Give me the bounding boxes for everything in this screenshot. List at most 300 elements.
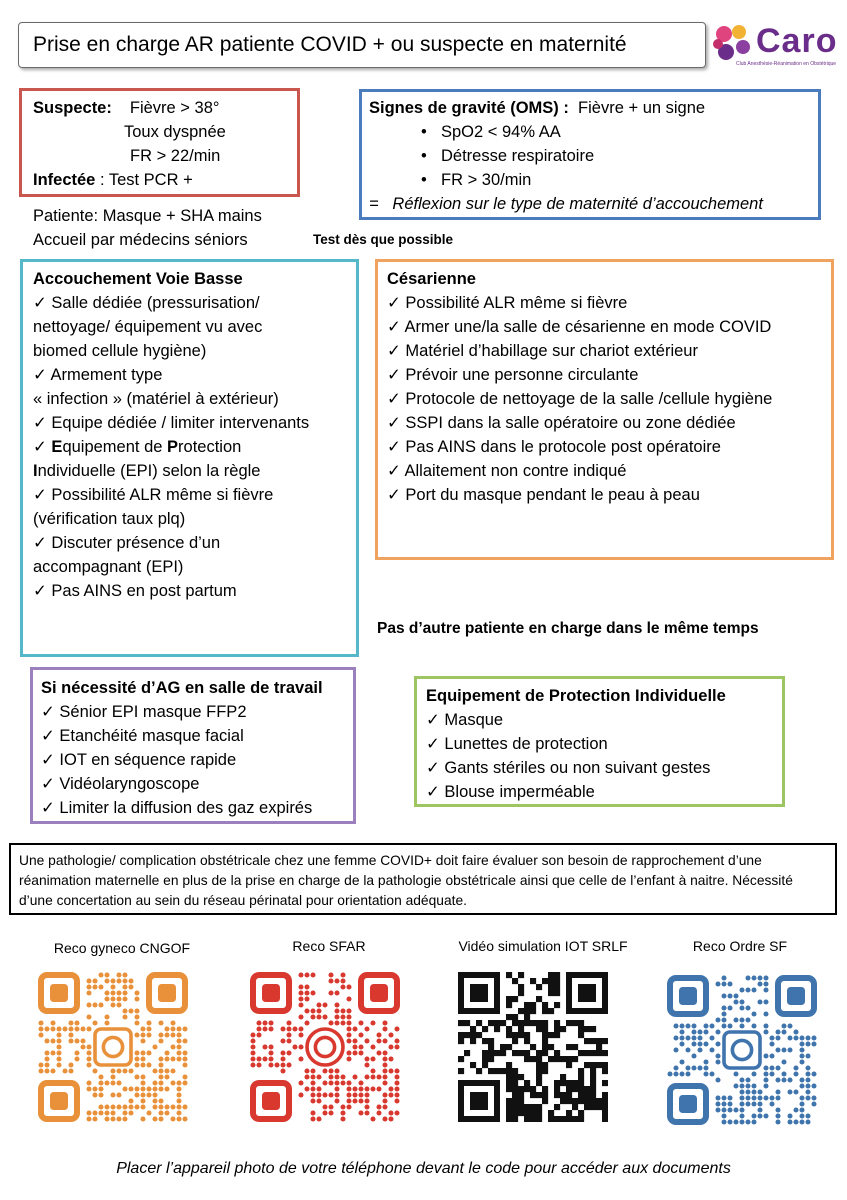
qr-module bbox=[554, 1020, 560, 1026]
qr-module bbox=[328, 1104, 333, 1109]
cesarean-line: ✓ Possibilité ALR même si fièvre bbox=[387, 294, 628, 312]
qr-module bbox=[334, 1074, 339, 1079]
qr-module bbox=[382, 1116, 387, 1121]
qr-module bbox=[370, 1074, 375, 1079]
qr-module bbox=[134, 1008, 139, 1013]
vaginal-delivery bbox=[33, 267, 309, 603]
qr-module bbox=[86, 984, 91, 989]
qr-module bbox=[727, 1107, 732, 1112]
qr-module bbox=[122, 1008, 127, 1013]
qr-module bbox=[268, 1044, 273, 1049]
qr-module bbox=[572, 1020, 578, 1026]
qr-module bbox=[92, 1110, 97, 1115]
qr-module bbox=[524, 1020, 530, 1026]
qr-module bbox=[328, 1080, 333, 1085]
qr-module bbox=[745, 1095, 750, 1100]
qr-module bbox=[370, 1068, 375, 1073]
qr-module bbox=[572, 1116, 578, 1122]
qr-module bbox=[328, 1110, 333, 1115]
qr-module bbox=[763, 999, 768, 1004]
qr-module bbox=[542, 1092, 548, 1098]
qr-module bbox=[506, 1002, 512, 1008]
qr-module bbox=[152, 1116, 157, 1121]
qr-module bbox=[530, 1020, 536, 1026]
qr-module bbox=[751, 1089, 756, 1094]
severity-conclusion: Réflexion sur le type de maternité d’accouchement bbox=[392, 195, 763, 213]
qr-module bbox=[673, 1047, 678, 1052]
qr-module bbox=[799, 1059, 804, 1064]
qr-module bbox=[512, 1068, 518, 1074]
qr-module bbox=[721, 1113, 726, 1118]
qr-module bbox=[530, 1008, 536, 1014]
qr-module bbox=[572, 1098, 578, 1104]
qr-module bbox=[376, 1032, 381, 1037]
qr-module bbox=[536, 1062, 542, 1068]
qr-module bbox=[158, 1116, 163, 1121]
qr-module bbox=[158, 1110, 163, 1115]
qr-module bbox=[685, 1071, 690, 1076]
qr-module bbox=[721, 1017, 726, 1022]
qr-module bbox=[98, 1110, 103, 1115]
qr-module bbox=[697, 1041, 702, 1046]
vaginal-title: Accouchement Voie Basse bbox=[33, 270, 243, 288]
qr-module bbox=[494, 1020, 500, 1026]
qr-module bbox=[458, 1032, 464, 1038]
qr-module bbox=[304, 1086, 309, 1091]
qr-module bbox=[470, 1032, 476, 1038]
qr-module bbox=[715, 1077, 720, 1082]
qr-module bbox=[104, 1110, 109, 1115]
cesarean-line: ✓ Protocole de nettoyage de la salle /cellule hygiène bbox=[387, 390, 773, 408]
qr-module bbox=[364, 1038, 369, 1043]
qr-module bbox=[530, 1116, 536, 1122]
qr-module bbox=[739, 1017, 744, 1022]
qr-module bbox=[518, 1032, 524, 1038]
qr-module bbox=[751, 1095, 756, 1100]
qr-module bbox=[512, 1116, 518, 1122]
qr-module bbox=[38, 1020, 43, 1025]
qr-module bbox=[310, 1116, 315, 1121]
qr-module bbox=[122, 1110, 127, 1115]
qr-module bbox=[584, 1038, 590, 1044]
qr-module bbox=[703, 1029, 708, 1034]
qr-module bbox=[781, 1071, 786, 1076]
qr-module bbox=[506, 1014, 512, 1020]
qr-module bbox=[298, 1002, 303, 1007]
qr-module bbox=[745, 1119, 750, 1124]
ppe-line: ✓ Lunettes de protection bbox=[426, 735, 608, 753]
qr-module bbox=[298, 1056, 303, 1061]
qr-module bbox=[560, 1026, 566, 1032]
qr-module bbox=[763, 1071, 768, 1076]
vaginal-line: ✓ Pas AINS en post partum bbox=[33, 582, 237, 600]
qr-module bbox=[322, 1068, 327, 1073]
qr-module bbox=[176, 1044, 181, 1049]
qr-module bbox=[739, 1083, 744, 1088]
qr-module bbox=[104, 990, 109, 995]
qr-code-sfar[interactable] bbox=[250, 972, 400, 1122]
qr-module bbox=[250, 1044, 255, 1049]
welcome-notes bbox=[33, 204, 262, 252]
qr-module bbox=[763, 1083, 768, 1088]
qr-module bbox=[346, 1026, 351, 1031]
qr-module bbox=[530, 1092, 536, 1098]
qr-module bbox=[763, 1113, 768, 1118]
qr-module bbox=[140, 1092, 145, 1097]
qr-module bbox=[182, 1056, 187, 1061]
qr-module bbox=[346, 1038, 351, 1043]
qr-module bbox=[158, 1032, 163, 1037]
qr-module bbox=[560, 1092, 566, 1098]
qr-module bbox=[310, 1080, 315, 1085]
qr-module bbox=[122, 1104, 127, 1109]
qr-module bbox=[152, 1104, 157, 1109]
qr-module bbox=[506, 1044, 512, 1050]
qr-module bbox=[170, 1116, 175, 1121]
qr-module bbox=[596, 1038, 602, 1044]
qr-module bbox=[340, 1074, 345, 1079]
qr-module bbox=[328, 1092, 333, 1097]
qr-module bbox=[334, 1020, 339, 1025]
qr-module bbox=[104, 1020, 109, 1025]
qr-module bbox=[268, 1020, 273, 1025]
qr-module bbox=[739, 1077, 744, 1082]
qr-module bbox=[715, 1041, 720, 1046]
qr-module bbox=[80, 1026, 85, 1031]
qr-module bbox=[334, 978, 339, 983]
qr-module bbox=[334, 1086, 339, 1091]
qr-module bbox=[250, 1056, 255, 1061]
qr-module bbox=[482, 1062, 488, 1068]
qr-module bbox=[739, 1119, 744, 1124]
qr-module bbox=[370, 1044, 375, 1049]
qr-module bbox=[482, 1038, 488, 1044]
vaginal-line: ✓ Discuter présence d’un bbox=[33, 534, 221, 552]
qr-module bbox=[781, 1029, 786, 1034]
qr-module bbox=[518, 1074, 524, 1080]
qr-module bbox=[310, 972, 315, 977]
qr-module bbox=[554, 1092, 560, 1098]
qr-module bbox=[512, 978, 518, 984]
qr-module bbox=[560, 1116, 566, 1122]
qr-module bbox=[530, 978, 536, 984]
qr-module bbox=[512, 1110, 518, 1116]
qr-label-cngof: Reco gyneco CNGOF bbox=[53, 940, 191, 956]
qr-module bbox=[476, 1068, 482, 1074]
qr-module bbox=[322, 1110, 327, 1115]
qr-module bbox=[346, 1050, 351, 1055]
qr-module bbox=[536, 1026, 542, 1032]
qr-module bbox=[578, 1086, 584, 1092]
qr-module bbox=[536, 984, 542, 990]
qr-module bbox=[364, 1104, 369, 1109]
qr-module bbox=[388, 1068, 393, 1073]
qr-module bbox=[757, 975, 762, 980]
qr-module bbox=[506, 1104, 512, 1110]
qr-module bbox=[164, 1026, 169, 1031]
qr-module bbox=[727, 1119, 732, 1124]
qr-module bbox=[763, 981, 768, 986]
qr-module bbox=[602, 1098, 608, 1104]
qr-module bbox=[488, 1050, 494, 1056]
qr-module bbox=[548, 978, 554, 984]
qr-module bbox=[488, 1044, 494, 1050]
qr-module bbox=[572, 1080, 578, 1086]
qr-module bbox=[50, 1068, 55, 1073]
qr-module bbox=[524, 1032, 530, 1038]
qr-module bbox=[346, 1086, 351, 1091]
qr-module bbox=[152, 1092, 157, 1097]
qr-module bbox=[721, 1101, 726, 1106]
qr-module bbox=[352, 1044, 357, 1049]
qr-module bbox=[506, 1110, 512, 1116]
qr-module bbox=[262, 1020, 267, 1025]
qr-module bbox=[518, 1110, 524, 1116]
qr-module bbox=[86, 1026, 91, 1031]
qr-module bbox=[685, 1047, 690, 1052]
qr-code-srlf[interactable] bbox=[458, 972, 608, 1122]
qr-module bbox=[470, 1038, 476, 1044]
qr-module bbox=[352, 1074, 357, 1079]
qr-module bbox=[146, 1110, 151, 1115]
qr-code-cngof[interactable] bbox=[38, 972, 188, 1122]
qr-module bbox=[745, 987, 750, 992]
qr-module bbox=[554, 1032, 560, 1038]
qr-module bbox=[382, 1050, 387, 1055]
qr-module bbox=[733, 1017, 738, 1022]
qr-module bbox=[584, 1062, 590, 1068]
qr-module bbox=[584, 1086, 590, 1092]
qr-module bbox=[745, 1005, 750, 1010]
case-definition bbox=[33, 96, 226, 192]
qr-module bbox=[691, 1065, 696, 1070]
qr-module bbox=[691, 1035, 696, 1040]
qr-center-logo-icon bbox=[95, 1029, 131, 1065]
qr-module bbox=[751, 1113, 756, 1118]
qr-module bbox=[739, 987, 744, 992]
qr-module bbox=[340, 1080, 345, 1085]
qr-module bbox=[364, 1056, 369, 1061]
qr-module bbox=[358, 1110, 363, 1115]
qr-module bbox=[388, 1044, 393, 1049]
qr-module bbox=[590, 1080, 596, 1086]
cesarean-title: Césarienne bbox=[387, 270, 476, 288]
qr-module bbox=[560, 1074, 566, 1080]
qr-module bbox=[122, 1014, 127, 1019]
no-other-patient-note: Pas d’autre patiente en charge dans le même temps bbox=[377, 620, 759, 637]
qr-module bbox=[146, 1050, 151, 1055]
qr-module bbox=[775, 1113, 780, 1118]
qr-module bbox=[787, 1047, 792, 1052]
qr-module bbox=[679, 1059, 684, 1064]
qr-module bbox=[352, 1026, 357, 1031]
qr-module bbox=[104, 1080, 109, 1085]
caro-logo bbox=[710, 18, 840, 70]
qr-module bbox=[134, 1086, 139, 1091]
severity-equals: = bbox=[369, 195, 379, 213]
qr-module bbox=[158, 1056, 163, 1061]
qr-module bbox=[80, 1038, 85, 1043]
qr-module bbox=[340, 984, 345, 989]
epi-check: ✓ bbox=[33, 438, 52, 456]
qr-module bbox=[572, 1044, 578, 1050]
qr-module bbox=[566, 1062, 572, 1068]
general-anesthesia bbox=[41, 676, 323, 820]
qr-module bbox=[376, 1104, 381, 1109]
qr-module bbox=[727, 1023, 732, 1028]
vaginal-line: accompagnant (EPI) bbox=[33, 558, 184, 576]
qr-module bbox=[164, 1056, 169, 1061]
qr-module bbox=[811, 1035, 816, 1040]
qr-module bbox=[488, 1038, 494, 1044]
qr-label-ordre-sf: Reco Ordre SF bbox=[692, 938, 788, 954]
qr-module bbox=[512, 996, 518, 1002]
qr-module bbox=[340, 1008, 345, 1013]
qr-module bbox=[799, 1053, 804, 1058]
qr-module bbox=[488, 1068, 494, 1074]
qr-module bbox=[298, 996, 303, 1001]
qr-module bbox=[476, 1032, 482, 1038]
qr-module bbox=[488, 1020, 494, 1026]
qr-module bbox=[322, 1104, 327, 1109]
qr-module bbox=[572, 1104, 578, 1110]
qr-code-ordre-sf[interactable] bbox=[667, 975, 817, 1125]
qr-module bbox=[560, 1056, 566, 1062]
qr-module bbox=[763, 987, 768, 992]
qr-module bbox=[316, 1092, 321, 1097]
qr-module bbox=[340, 978, 345, 983]
qr-module bbox=[805, 1083, 810, 1088]
qr-module bbox=[578, 1074, 584, 1080]
qr-module bbox=[98, 1074, 103, 1079]
qr-module bbox=[146, 1086, 151, 1091]
qr-module bbox=[310, 1068, 315, 1073]
infected-value: : Test PCR + bbox=[99, 171, 193, 189]
cesarean-line: ✓ Prévoir une personne circulante bbox=[387, 366, 639, 384]
qr-module bbox=[536, 1020, 542, 1026]
qr-module bbox=[170, 1104, 175, 1109]
qr-module bbox=[506, 972, 512, 978]
qr-module bbox=[715, 1101, 720, 1106]
qr-module bbox=[122, 984, 127, 989]
qr-module bbox=[268, 1056, 273, 1061]
qr-module bbox=[775, 1107, 780, 1112]
qr-module bbox=[370, 1086, 375, 1091]
qr-module bbox=[715, 1029, 720, 1034]
qr-module bbox=[334, 1098, 339, 1103]
qr-module bbox=[304, 990, 309, 995]
qr-module bbox=[506, 1080, 512, 1086]
qr-module bbox=[280, 1062, 285, 1067]
qr-module bbox=[322, 1092, 327, 1097]
qr-module bbox=[757, 1113, 762, 1118]
qr-module bbox=[805, 1071, 810, 1076]
qr-module bbox=[364, 1062, 369, 1067]
flower-logo-icon bbox=[710, 22, 754, 66]
qr-module bbox=[358, 1020, 363, 1025]
ga-line: ✓ Etanchéité masque facial bbox=[41, 727, 244, 745]
qr-module bbox=[524, 1014, 530, 1020]
qr-module bbox=[733, 999, 738, 1004]
qr-module bbox=[280, 1038, 285, 1043]
qr-module bbox=[715, 1059, 720, 1064]
qr-module bbox=[506, 1068, 512, 1074]
qr-module bbox=[394, 1026, 399, 1031]
qr-module bbox=[68, 1032, 73, 1037]
qr-module bbox=[799, 1095, 804, 1100]
qr-module bbox=[548, 984, 554, 990]
qr-module bbox=[86, 1116, 91, 1121]
qr-module bbox=[250, 1050, 255, 1055]
qr-module bbox=[140, 1086, 145, 1091]
qr-module bbox=[512, 1086, 518, 1092]
qr-module bbox=[578, 1032, 584, 1038]
qr-module bbox=[182, 1050, 187, 1055]
qr-module bbox=[524, 1086, 530, 1092]
vaginal-line: ✓ Armement type bbox=[33, 366, 163, 384]
qr-module bbox=[769, 1065, 774, 1070]
qr-module bbox=[548, 1032, 554, 1038]
qr-module bbox=[739, 1101, 744, 1106]
qr-module bbox=[518, 1092, 524, 1098]
qr-module bbox=[268, 1062, 273, 1067]
qr-module bbox=[110, 1092, 115, 1097]
ga-line: ✓ Vidéolaryngoscope bbox=[41, 775, 200, 793]
qr-module bbox=[358, 1086, 363, 1091]
qr-module bbox=[590, 1098, 596, 1104]
qr-module bbox=[679, 1071, 684, 1076]
ppe bbox=[426, 684, 726, 804]
qr-module bbox=[733, 1083, 738, 1088]
qr-module bbox=[530, 1110, 536, 1116]
qr-module bbox=[394, 1092, 399, 1097]
qr-module bbox=[110, 990, 115, 995]
logo-name: Caro bbox=[756, 22, 838, 60]
qr-module bbox=[721, 1095, 726, 1100]
qr-module bbox=[110, 1104, 115, 1109]
qr-module bbox=[500, 1044, 506, 1050]
qr-module bbox=[566, 1116, 572, 1122]
qr-module bbox=[506, 1098, 512, 1104]
qr-module bbox=[146, 1062, 151, 1067]
qr-module bbox=[590, 1086, 596, 1092]
qr-module bbox=[170, 1068, 175, 1073]
ga-line: ✓ IOT en séquence rapide bbox=[41, 751, 237, 769]
qr-module bbox=[382, 1098, 387, 1103]
qr-module bbox=[376, 1110, 381, 1115]
qr-module bbox=[388, 1092, 393, 1097]
qr-module bbox=[140, 1026, 145, 1031]
qr-module bbox=[799, 1047, 804, 1052]
qr-module bbox=[176, 1104, 181, 1109]
qr-module bbox=[44, 1062, 49, 1067]
qr-module bbox=[775, 1119, 780, 1124]
qr-module bbox=[140, 1038, 145, 1043]
qr-module bbox=[763, 1095, 768, 1100]
qr-module bbox=[566, 1092, 572, 1098]
qr-module bbox=[590, 1026, 596, 1032]
qr-module bbox=[98, 1002, 103, 1007]
qr-module bbox=[382, 1074, 387, 1079]
qr-module bbox=[376, 1050, 381, 1055]
qr-module bbox=[56, 1026, 61, 1031]
qr-module bbox=[727, 993, 732, 998]
qr-module bbox=[536, 1104, 542, 1110]
qr-module bbox=[745, 1089, 750, 1094]
qr-module bbox=[328, 990, 333, 995]
qr-module bbox=[74, 1026, 79, 1031]
ppe-line: ✓ Gants stériles ou non suivant gestes bbox=[426, 759, 711, 777]
